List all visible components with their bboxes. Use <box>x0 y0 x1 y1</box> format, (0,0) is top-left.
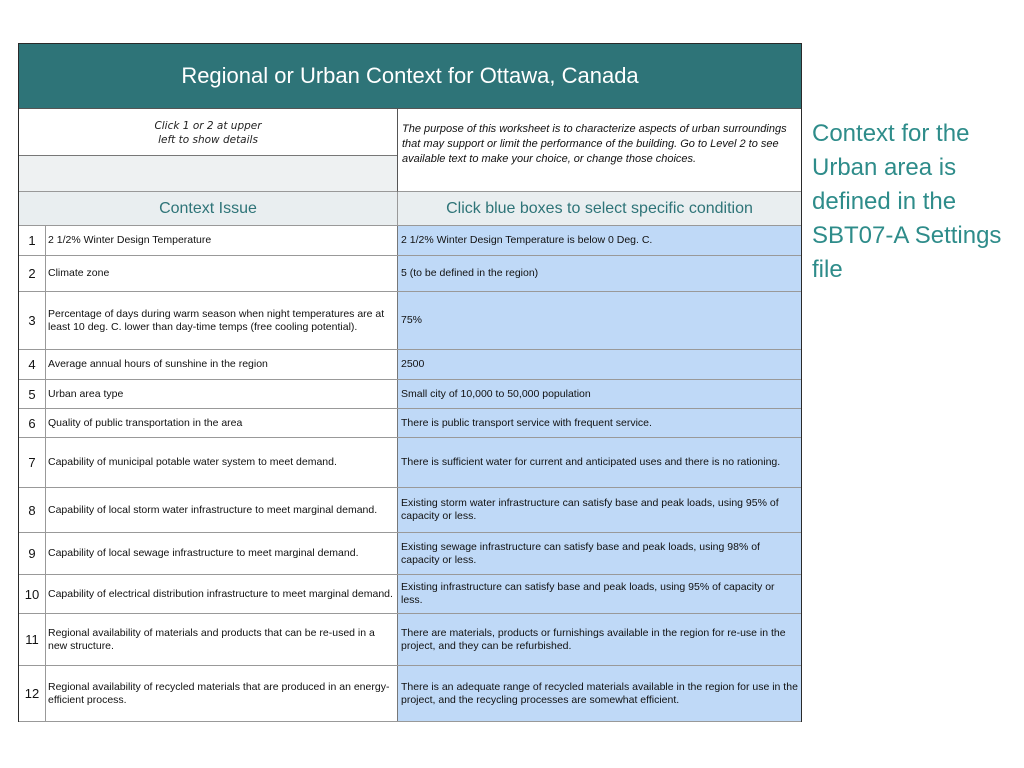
context-issue: Capability of local storm water infrastructure to meet marginal demand. <box>48 503 378 516</box>
condition-select-box[interactable]: There is an adequate range of recycled materials available in the region for use in the project, and the recycling processes are somewhat efficient. <box>397 666 801 721</box>
context-issue: Regional availability of materials and products that can be re-used in a new structure. <box>48 626 375 652</box>
empty-header-cell <box>19 156 397 192</box>
table-row <box>19 438 801 488</box>
row-number[interactable]: 7 <box>19 438 46 487</box>
worksheet-title: Regional or Urban Context for Ottawa, Canada <box>19 44 801 108</box>
context-issue: Urban area type <box>48 387 124 400</box>
row-number[interactable]: 8 <box>19 488 46 532</box>
table-row <box>19 292 801 350</box>
table-row <box>19 533 801 575</box>
condition-select-box[interactable]: 2 1/2% Winter Design Temperature is below 0 Deg. C. <box>397 226 801 255</box>
condition-select-box[interactable]: There are materials, products or furnishings available in the region for re-use in the project, and they can be refurbished. <box>397 614 801 665</box>
table-row <box>19 256 801 292</box>
table-row <box>19 350 801 380</box>
context-issue: Capability of electrical distribution infrastructure to meet marginal demand. <box>48 587 393 600</box>
table-row <box>19 380 801 409</box>
context-worksheet <box>18 43 802 722</box>
table-row <box>19 614 801 666</box>
condition-select-box[interactable]: 5 (to be defined in the region) <box>397 256 801 291</box>
purpose-text: The purpose of this worksheet is to characterize aspects of urban surroundings that may support or limit the performance of the building. Go to Level 2 to see available text to make your choice, or change those choices. <box>397 108 801 192</box>
row-number[interactable]: 12 <box>19 666 46 721</box>
column-header-condition: Click blue boxes to select specific condition <box>397 192 801 226</box>
condition-select-box[interactable]: Existing sewage infrastructure can satisfy base and peak loads, using 98% of capacity or less. <box>397 533 801 574</box>
row-number[interactable]: 11 <box>19 614 46 665</box>
table-row <box>19 666 801 722</box>
condition-select-box[interactable]: There is public transport service with frequent service. <box>397 409 801 437</box>
context-issue: Average annual hours of sunshine in the region <box>48 358 268 370</box>
condition-select-box[interactable]: There is sufficient water for current and anticipated uses and there is no rationing. <box>397 438 801 487</box>
table-row <box>19 409 801 438</box>
context-issue: Regional availability of recycled materials that are produced in an energy-efficient process. <box>48 680 390 706</box>
column-header-issue: Context Issue <box>19 192 397 226</box>
condition-select-box[interactable]: 75% <box>397 292 801 349</box>
row-number[interactable]: 5 <box>19 380 46 408</box>
details-hint-cell <box>19 108 397 156</box>
table-row <box>19 575 801 614</box>
context-issue: Capability of local sewage infrastructure to meet marginal demand. <box>48 547 359 559</box>
row-number[interactable]: 1 <box>19 226 46 255</box>
row-number[interactable]: 2 <box>19 256 46 291</box>
context-issue: Capability of municipal potable water system to meet demand. <box>48 456 337 468</box>
context-issue: Climate zone <box>48 267 110 279</box>
context-issue: 2 1/2% Winter Design Temperature <box>48 234 212 246</box>
condition-select-box[interactable]: Existing infrastructure can satisfy base and peak loads, using 95% of capacity or less. <box>397 575 801 613</box>
row-number[interactable]: 6 <box>19 409 46 437</box>
row-number[interactable]: 10 <box>19 575 46 613</box>
condition-select-box[interactable]: Small city of 10,000 to 50,000 population <box>397 380 801 408</box>
row-number[interactable]: 9 <box>19 533 46 574</box>
details-hint: Click 1 or 2 at upper left to show details <box>154 120 262 146</box>
row-number[interactable]: 4 <box>19 350 46 379</box>
side-note: Context for the Urban area is defined in the SBT07-A Settings file <box>812 120 1002 283</box>
condition-select-box[interactable]: 2500 <box>397 350 801 379</box>
condition-select-box[interactable]: Existing storm water infrastructure can satisfy base and peak loads, using 95% of capacity or less. <box>397 488 801 532</box>
row-number[interactable]: 3 <box>19 292 46 349</box>
context-issue: Quality of public transportation in the area <box>48 416 243 429</box>
context-issue: Percentage of days during warm season when night temperatures are at least 10 deg. C. lower than day-time temps (free cooling potential). <box>48 307 385 333</box>
table-row <box>19 226 801 256</box>
context-rows <box>19 226 801 722</box>
table-row <box>19 488 801 533</box>
